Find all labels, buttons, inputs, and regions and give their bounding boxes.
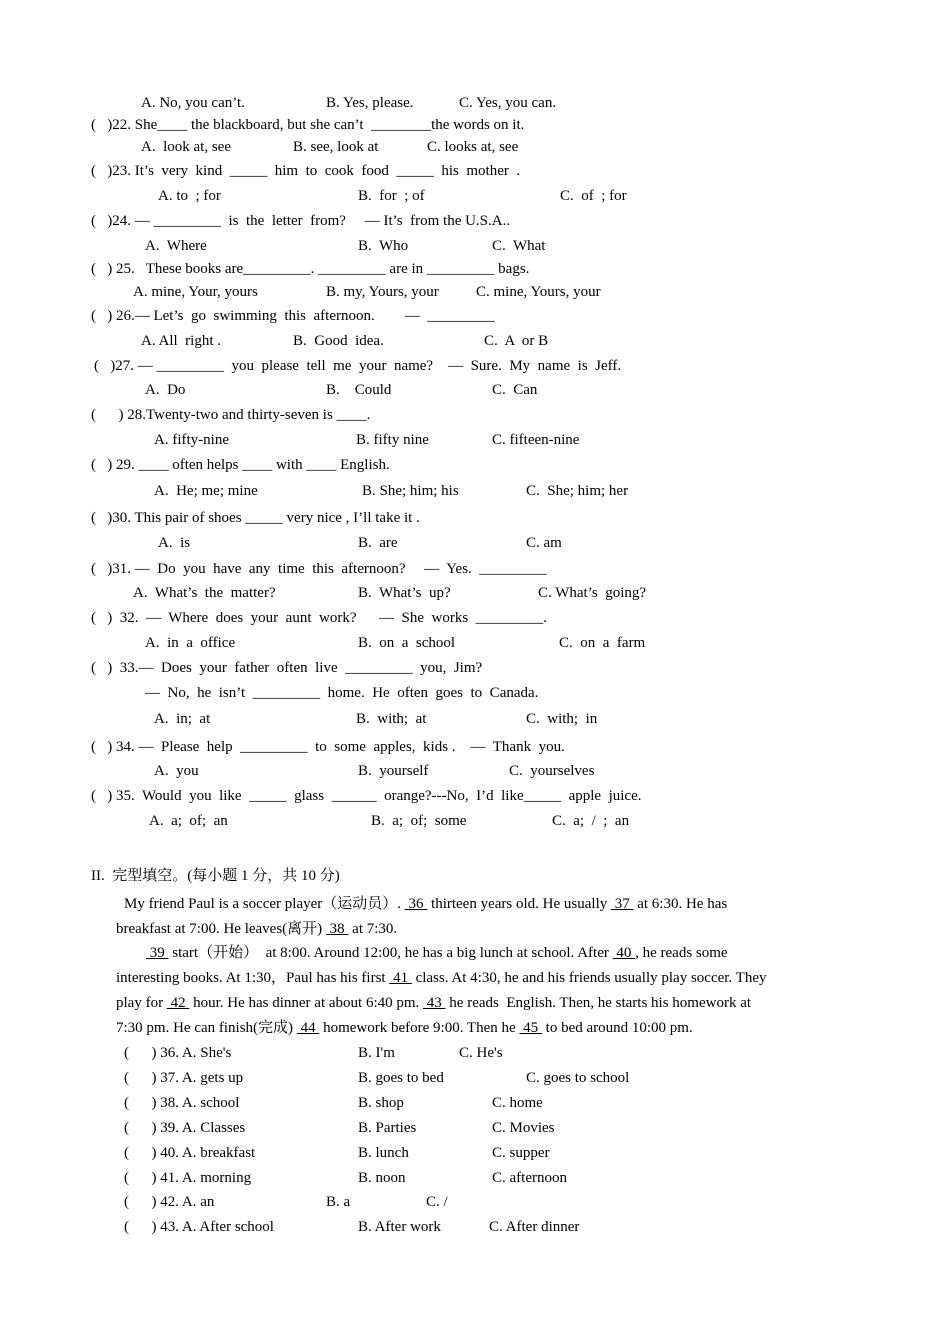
q33-option-b: B. with; at <box>356 711 427 727</box>
q21-option-c: C. Yes, you can. <box>459 95 557 111</box>
q25-option-c: C. mine, Yours, your <box>476 284 601 300</box>
q29-option-a: A. He; me; mine <box>154 483 258 499</box>
q30-option-b: B. are <box>358 535 398 551</box>
blank-37: 37 <box>610 896 634 912</box>
cloze-line-3 <box>146 944 728 962</box>
q27-option-b: B. Could <box>326 382 392 398</box>
passage-text: play for <box>116 995 167 1011</box>
q34-stem: ( ) 34. — Please help _________ to some apples, kids . — Thank you. <box>91 739 565 755</box>
q31-option-b: B. What’s up? <box>358 585 451 601</box>
q21-option-a: A. No, you can’t. <box>141 95 245 111</box>
q27-option-c: C. Can <box>492 382 538 398</box>
blank-38: 38 <box>325 921 349 937</box>
q25-option-b: B. my, Yours, your <box>326 284 439 300</box>
cloze-item-38: ( ) 38. A. school <box>124 1095 240 1111</box>
blank-42: 42 <box>166 995 190 1011</box>
passage-text: 7:30 pm. He can finish(完成) <box>116 1020 297 1036</box>
cloze-item-40-c: C. supper <box>492 1145 550 1161</box>
q27-stem: ( )27. — _________ you please tell me your name? — Sure. My name is Jeff. <box>94 358 622 374</box>
q28-option-b: B. fifty nine <box>356 432 429 448</box>
passage-text: at 6:30. He has <box>633 896 728 912</box>
q34-option-c: C. yourselves <box>509 763 595 779</box>
blank-40: 40 <box>612 945 636 961</box>
blank-44: 44 <box>296 1020 320 1036</box>
cloze-item-40: ( ) 40. A. breakfast <box>124 1145 256 1161</box>
blank-41: 41 <box>389 970 412 986</box>
cloze-item-36-c: C. He's <box>459 1045 503 1061</box>
cloze-item-38-b: B. shop <box>358 1095 404 1111</box>
cloze-line-2 <box>116 920 397 938</box>
q35-option-a: A. a; of; an <box>149 813 228 829</box>
cloze-item-41-b: B. noon <box>358 1170 406 1186</box>
q33-stem-reply: — No, he isn’t _________ home. He often goes to Canada. <box>145 685 539 701</box>
q28-stem: ( ) 28.Twenty-two and thirty-seven is ____. <box>91 407 371 423</box>
q24-option-c: C. What <box>492 238 546 254</box>
q30-option-c: C. am <box>526 535 562 551</box>
blank-39: 39 <box>146 945 169 961</box>
cloze-item-38-c: C. home <box>492 1095 543 1111</box>
cloze-item-41-c: C. afternoon <box>492 1170 567 1186</box>
passage-text: to bed around 10:00 pm. <box>541 1020 693 1036</box>
q33-option-c: C. with; in <box>526 711 598 727</box>
q26-option-b: B. Good idea. <box>293 333 384 349</box>
passage-text: breakfast at 7:00. He leaves(离开) <box>116 921 326 937</box>
q26-stem: ( ) 26.— Let’s go swimming this afternoon. — _________ <box>91 308 495 324</box>
q32-option-a: A. in a office <box>145 635 236 651</box>
cloze-item-40-b: B. lunch <box>358 1145 409 1161</box>
cloze-item-39-b: B. Parties <box>358 1120 417 1136</box>
q33-option-a: A. in; at <box>154 711 211 727</box>
cloze-item-37: ( ) 37. A. gets up <box>124 1070 244 1086</box>
cloze-item-39: ( ) 39. A. Classes <box>124 1120 246 1136</box>
q23-option-b: B. for ; of <box>358 188 425 204</box>
q31-option-c: C. What’s going? <box>538 585 647 601</box>
q34-option-a: A. you <box>154 763 199 779</box>
cloze-line-5 <box>116 994 751 1012</box>
passage-text: he reads English. Then, he starts his homework at <box>445 995 752 1011</box>
passage-text: class. At 4:30, he and his friends usually play soccer. They <box>411 970 767 986</box>
cloze-item-43: ( ) 43. A. After school <box>124 1219 274 1235</box>
q29-stem: ( ) 29. ____ often helps ____ with ____ English. <box>91 457 390 473</box>
cloze-item-42: ( ) 42. A. an <box>124 1194 215 1210</box>
q22-option-b: B. see, look at <box>293 139 379 155</box>
blank-43: 43 <box>423 995 446 1011</box>
cloze-item-42-b: B. a <box>326 1194 351 1210</box>
q23-option-a: A. to ; for <box>158 188 221 204</box>
q22-stem: ( )22. She____ the blackboard, but she can’t ________the words on it. <box>91 117 525 133</box>
q28-option-a: A. fifty-nine <box>154 432 229 448</box>
q24-option-a: A. Where <box>145 238 207 254</box>
passage-text: homework before 9:00. Then he <box>319 1020 520 1036</box>
cloze-item-36: ( ) 36. A. She's <box>124 1045 232 1061</box>
passage-text: start（开始） at 8:00. Around 12:00, he has a big lunch at school. After <box>168 945 613 961</box>
cloze-item-43-c: C. After dinner <box>489 1219 580 1235</box>
q26-option-c: C. A or B <box>484 333 549 349</box>
q31-stem: ( )31. — Do you have any time this afternoon? — Yes. _________ <box>91 561 547 577</box>
passage-text: hour. He has dinner at about 6:40 pm. <box>189 995 424 1011</box>
cloze-item-36-b: B. I'm <box>358 1045 395 1061</box>
passage-text: thirteen years old. He usually <box>427 896 611 912</box>
passage-text: interesting books. At 1:30，Paul has his first <box>116 970 390 986</box>
cloze-item-41: ( ) 41. A. morning <box>124 1170 252 1186</box>
q28-option-c: C. fifteen-nine <box>492 432 580 448</box>
q27-option-a: A. Do <box>145 382 186 398</box>
cloze-line-6 <box>116 1019 693 1037</box>
q29-option-b: B. She; him; his <box>362 483 459 499</box>
q29-option-c: C. She; him; her <box>526 483 629 499</box>
passage-text: , he reads some <box>635 945 728 961</box>
q24-option-b: B. Who <box>358 238 409 254</box>
q30-option-a: A. is <box>158 535 191 551</box>
passage-text: at 7:30. <box>348 921 398 937</box>
q30-stem: ( )30. This pair of shoes _____ very nice , I’ll take it . <box>91 510 420 526</box>
cloze-item-39-c: C. Movies <box>492 1120 555 1136</box>
q32-stem: ( ) 32. — Where does your aunt work? — She works _________. <box>91 610 547 626</box>
cloze-item-42-c: C. / <box>426 1194 448 1210</box>
q32-option-c: C. on a farm <box>559 635 646 651</box>
q35-option-b: B. a; of; some <box>371 813 467 829</box>
q24-stem: ( )24. — _________ is the letter from? — It’s from the U.S.A.. <box>91 213 511 229</box>
blank-45: 45 <box>519 1020 542 1036</box>
passage-text: My friend Paul is a soccer player（运动员）. <box>124 896 405 912</box>
cloze-heading: II. 完型填空。(每小题 1 分，共 10 分) <box>91 868 340 884</box>
q34-option-b: B. yourself <box>358 763 429 779</box>
q22-option-a: A. look at, see <box>141 139 231 155</box>
cloze-item-37-b: B. goes to bed <box>358 1070 444 1086</box>
cloze-line-4 <box>116 969 766 987</box>
q35-stem: ( ) 35. Would you like _____ glass ______ orange?---No, I’d like_____ apple juice. <box>91 788 642 804</box>
q23-option-c: C. of ; for <box>560 188 627 204</box>
q26-option-a: A. All right . <box>141 333 222 349</box>
q25-stem: ( ) 25. These books are_________. _________ are in _________ bags. <box>91 261 530 277</box>
cloze-item-37-c: C. goes to school <box>526 1070 630 1086</box>
cloze-line-1 <box>124 895 727 913</box>
q23-stem: ( )23. It’s very kind _____ him to cook food _____ his mother . <box>91 163 521 179</box>
blank-36: 36 <box>404 896 428 912</box>
q32-option-b: B. on a school <box>358 635 456 651</box>
q22-option-c: C. looks at, see <box>427 139 519 155</box>
q33-stem: ( ) 33.— Does your father often live _________ you, Jim? <box>91 660 483 676</box>
q31-option-a: A. What’s the matter? <box>133 585 276 601</box>
q25-option-a: A. mine, Your, yours <box>133 284 258 300</box>
cloze-item-43-b: B. After work <box>358 1219 441 1235</box>
q21-option-b: B. Yes, please. <box>326 95 414 111</box>
q35-option-c: C. a; / ; an <box>552 813 630 829</box>
